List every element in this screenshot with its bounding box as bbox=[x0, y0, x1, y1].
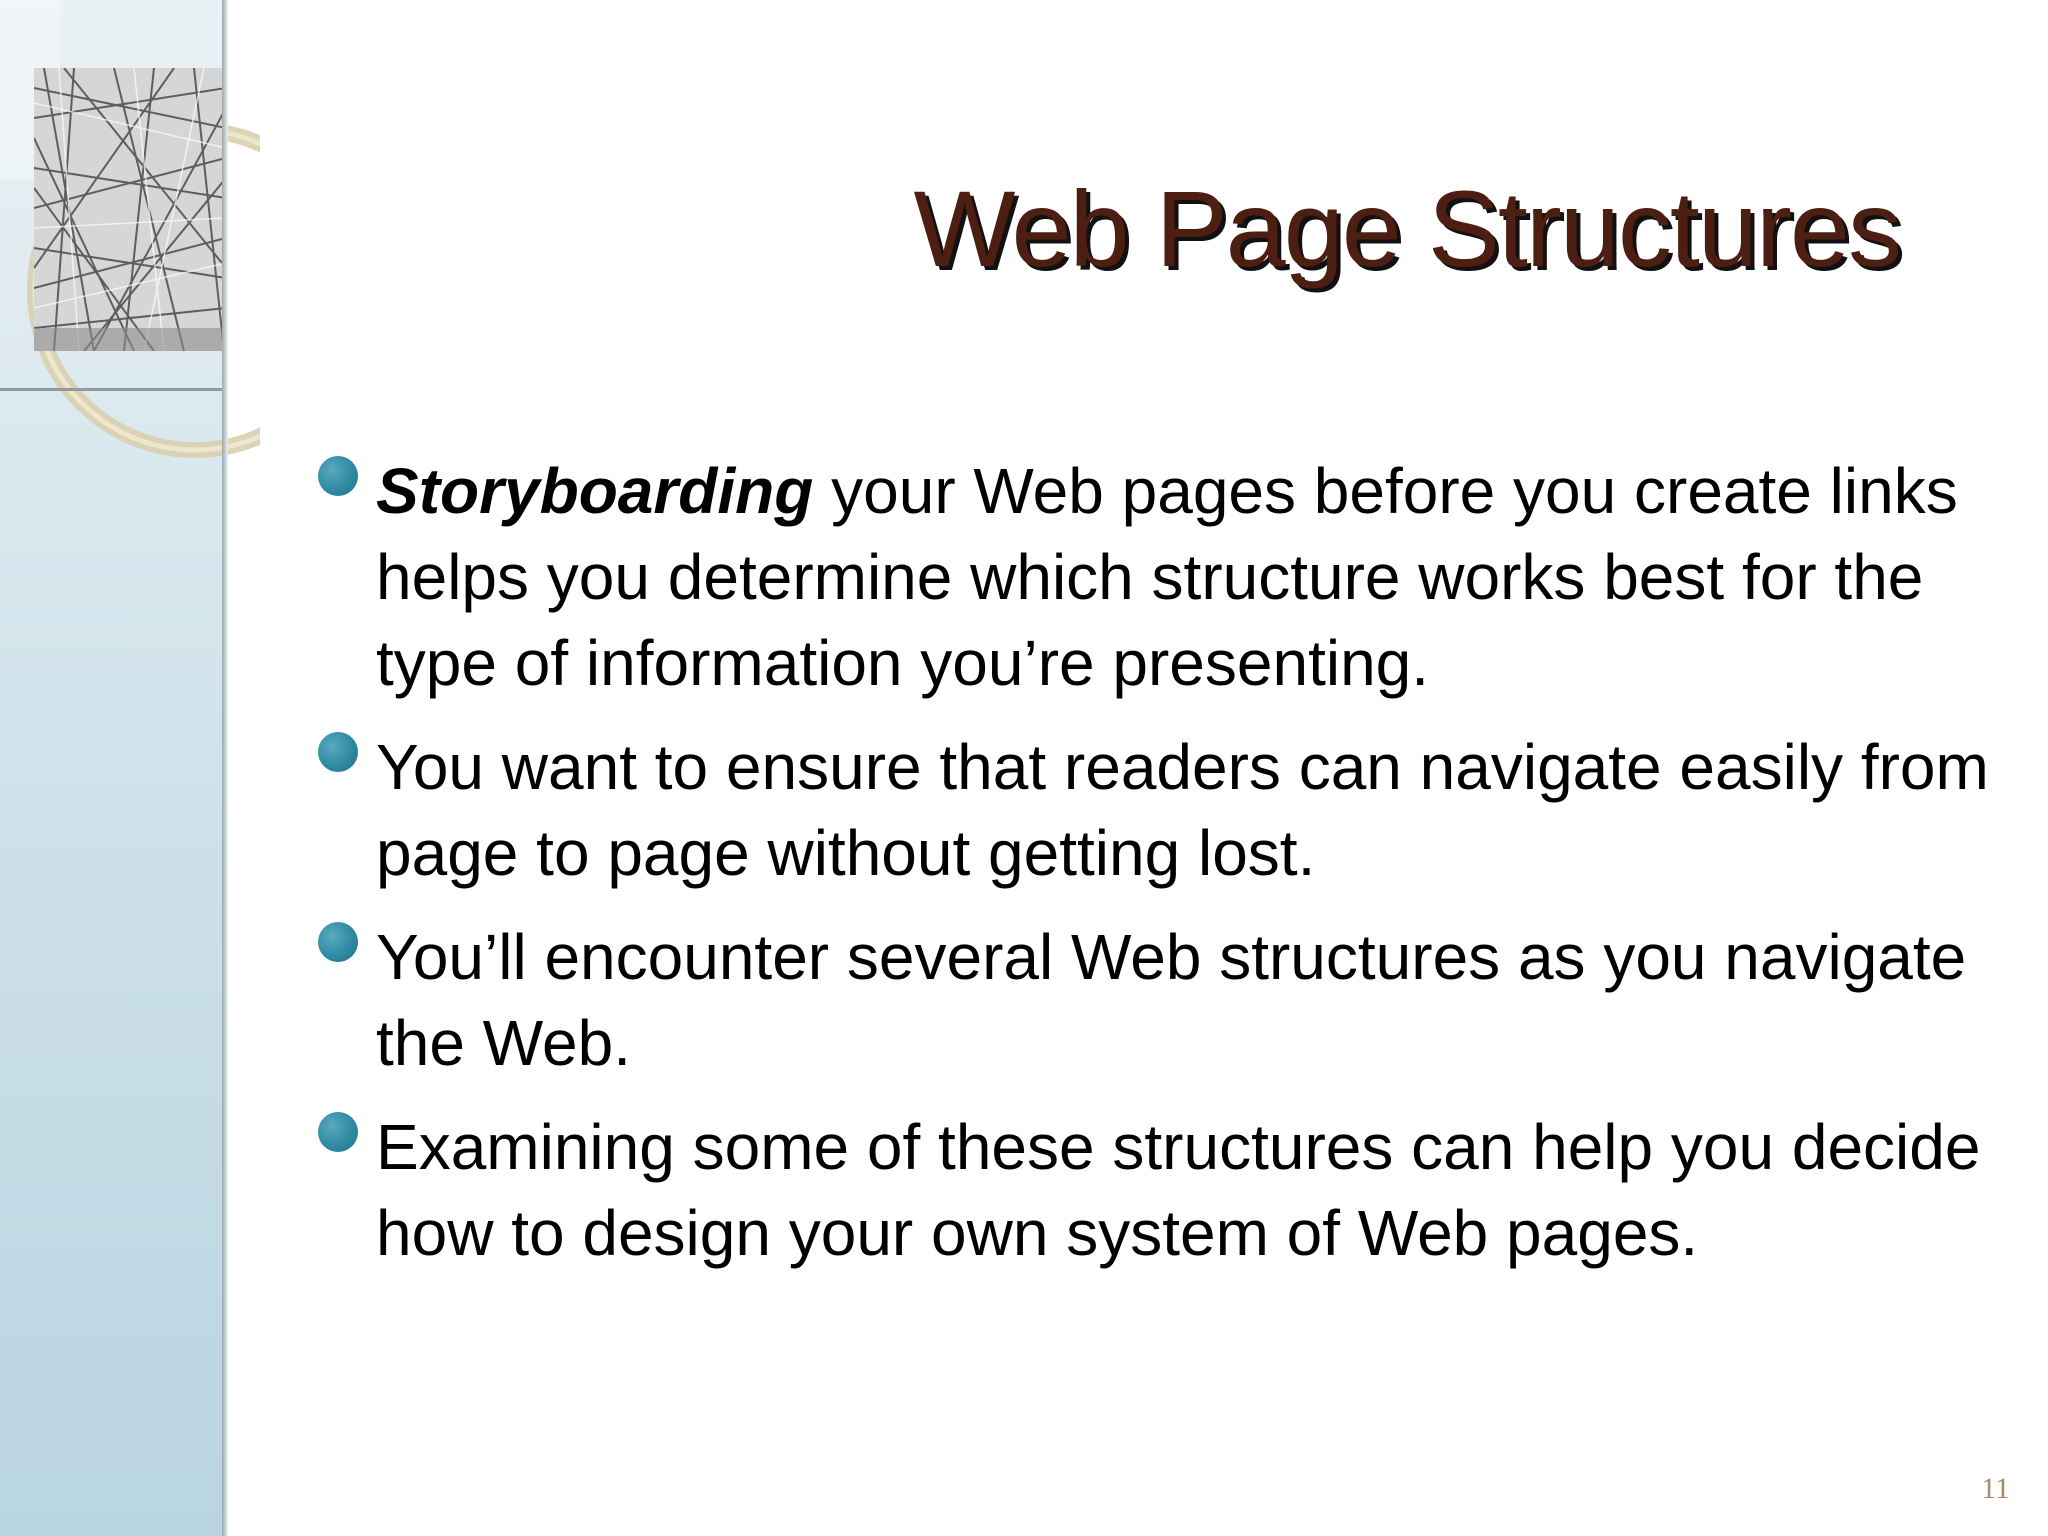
bullet-text: your Web pages before you create links helps you determine which structure works best for the type of information you’re presenting. bbox=[376, 455, 1958, 699]
bullet-item bbox=[318, 914, 2028, 1086]
bullet-item bbox=[318, 724, 2028, 896]
bullet-emphasis: Storyboarding bbox=[376, 455, 814, 527]
side-panel-border bbox=[222, 0, 228, 1536]
bullet-item bbox=[318, 448, 2028, 706]
bullet-text: You’ll encounter several Web structures as you navigate the Web. bbox=[376, 921, 1967, 1079]
side-divider bbox=[0, 388, 228, 391]
page-number: 11 bbox=[1981, 1472, 2010, 1505]
bullet-list bbox=[318, 448, 2028, 1294]
bullet-dot-icon bbox=[318, 456, 358, 496]
bullet-text: Examining some of these structures can help you decide how to design your own system of Web pages. bbox=[376, 1111, 1981, 1269]
slide-title: Web Page Structures bbox=[913, 168, 1900, 289]
bullet-text: You want to ensure that readers can navigate easily from page to page without getting lost. bbox=[376, 731, 1989, 889]
wire-mesh-photo bbox=[34, 68, 226, 351]
bullet-dot-icon bbox=[318, 922, 358, 962]
bullet-dot-icon bbox=[318, 732, 358, 772]
bullet-dot-icon bbox=[318, 1112, 358, 1152]
bullet-item bbox=[318, 1104, 2028, 1276]
